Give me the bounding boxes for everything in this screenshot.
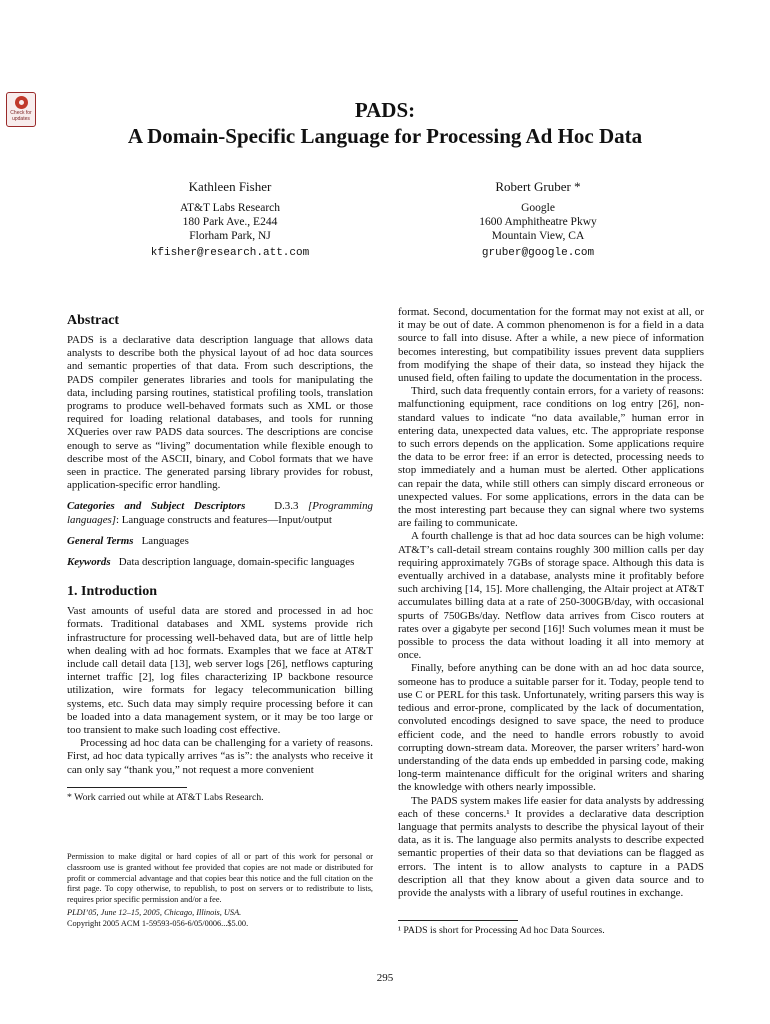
author-city: Mountain View, CA [491,230,585,242]
permission-text: Permission to make digital or hard copies of all or part of this work for personal or classroom use is granted without fee provided that copies are not made or distributed for profit or commercial advantage and that copies bear this notice and the full citation on the first page. To copy otherwise, to republish, to post on servers or to redistribute to lists, requires prior specific permission and/or a fee. [67,852,373,905]
intro-paragraph-1: Vast amounts of useful data are stored and processed in ad hoc formats. Traditional databases and XML systems provide rich infrastructure for processing well-behaved data, but are of little help when dealing with ad hoc formats. Examples that we face at AT&T include call detail data [13], web server logs [26], netflows capturing internet traffic [2], log files characterizing IP backbone resource utilization, wire formats for legacy telecommunication billing systems, etc. Such data may simply require processing before it can be loaded into a data management system, or it may be too large or too transient to make such loading cost effective. [67,605,373,737]
author-block-1 [100,179,360,260]
left-column [67,312,373,804]
general-terms-label: General Terms [67,534,134,547]
keywords-line [67,556,373,569]
general-terms-line [67,535,373,548]
footnote-rule [67,787,187,788]
categories-rest: : Language constructs and features—Input/output [116,513,332,526]
footnote-star: * Work carried out while at AT&T Labs Research. [67,791,264,803]
author-name: Kathleen Fisher [188,179,272,194]
footnote-1-block [398,920,704,937]
general-terms-value: Languages [141,534,189,547]
right-column [398,306,704,900]
author-email[interactable]: gruber@google.com [481,247,595,259]
author-address: 1600 Amphitheatre Pkwy [479,216,597,228]
paper-title-line1: PADS: [354,98,416,122]
author-email[interactable]: kfisher@research.att.com [150,247,310,259]
author-affiliation: Google [521,202,555,214]
footnote-1: ¹ PADS is short for Processing Ad hoc Data Sources. [398,925,605,936]
footnote-rule [398,920,518,921]
body-paragraph-5: The PADS system makes life easier for data analysts by addressing each of these concerns.¹ It provides a declarative data description language that permits analysts to describe the physical layout of their data, as it is. The language also permits analysts to describe expected semantic properties of their data so that deviations can be flagged as errors. The intent is to allow analysts to capture in a PADS description all that they know about a given data source and to provide the analysts with a library of useful routines in exchange. [398,794,704,899]
author-address: 180 Park Ave., E244 [182,216,278,228]
author-block-2 [408,179,668,260]
keywords-value: Data description language, domain-specific languages [118,556,355,569]
body-paragraph-2: Third, such data frequently contain errors, for a variety of reasons: malfunctioning equipment, race conditions on log entry [26], non-standard values to indicate “no data available,” human error in entering data, unexpected data values, etc. The appropriate response to such errors depends on the application. Some applications require the data to be error free: if an error is detected, processing needs to stop immediately and a human must be alerted. Other applications can repair the data, while still others can simply discard erroneous or unexpected values. For some applications, errors in the data can be the most interesting part because they can signal where two systems are failing to communicate. [398,385,704,530]
page-number: 295 [376,972,394,984]
introduction-heading: 1. Introduction [67,584,157,600]
paper-title-line2: A Domain-Specific Language for Processing Ad Hoc Data [127,124,643,148]
copyright-line: Copyright 2005 ACM 1-59593-056-6/05/0006...$5.00. [67,918,249,928]
intro-paragraph-2: Processing ad hoc data can be challenging for a variety of reasons. First, ad hoc data typically arrives “as is”: the analysts who receive it can only say “thank you,” not request a more convenient [67,737,373,776]
badge-label: Check for updates [10,110,32,122]
author-city: Florham Park, NJ [189,230,271,242]
body-paragraph-3: A fourth challenge is that ad hoc data sources can be high volume: AT&T’s call-detail stream contains roughly 300 million calls per day requiring approximately 7GBs of storage space. Although this data is eventually archived in a database, analysts mine it profitably before such archiving [14, 15]. More challenging, the Altair project at AT&T accumulates billing data at a rate of 250-300GB/day, with occasional spurts of 750GBs/day. Netflow data arrives from Cisco routers at rates over a gigabyte per second [16]! Such volumes mean it must be possible to process the data without loading it all into memory at once. [398,530,704,662]
abstract-body: PADS is a declarative data description language that allows data analysts to describe both the physical layout of ad hoc data sources and semantic properties of that data. From such descriptions, the PADS compiler generates libraries and tools for manipulating the data, including parsing routines, statistical profiling tools, translation programs to produce well-behaved formats such as XML or those required for loading relational databases, and tools for running XQueries over raw PADS data sources. The descriptions are concise enough to serve as “living” documentation while flexible enough to describe most of the ASCII, binary, and Cobol formats that we have seen in practice. The generated parsing library provides for robust, application-specific error handling. [67,334,373,492]
body-paragraph-1: format. Second, documentation for the format may not exist at all, or it may be out of date. A common phenomenon is for a field in a data source to fall into disuse. After a while, a new piece of information becomes interesting, but compatibility issues prevent data suppliers from modifying the shape of their data, so instead they hijack the unused field, often failing to update the documentation in the process. [398,306,704,385]
categories-code: D.3.3 [274,500,299,513]
body-paragraph-4: Finally, before anything can be done with an ad hoc data source, someone has to produce a suitable parser for it. Today, people tend to use C or PERL for this task. Unfortunately, writing parsers this way is tedious and error-prone, complicated by the lack of documentation, convoluted encodings designed to save space, the need to produce efficient code, and the need to handle errors robustly to avoid corrupting down-stream data. Moreover, the parser writers’ hard-won understanding of the data ends up embedded in parsing code, making long-term maintenance difficult for the original writers and sharing the knowledge with others nearly impossible. [398,662,704,794]
categories-line [67,500,373,526]
keywords-label: Keywords [67,556,111,569]
permission-notice [67,852,373,930]
author-name: Robert Gruber * [495,179,581,194]
abstract-heading: Abstract [67,313,120,328]
author-affiliation: AT&T Labs Research [179,202,281,214]
categories-label: Categories and Subject Descriptors [67,500,246,513]
categories-italic: [Programming languages] [67,500,373,526]
venue-line: PLDI’05, June 12–15, 2005, Chicago, Illinois, USA. [67,907,242,917]
